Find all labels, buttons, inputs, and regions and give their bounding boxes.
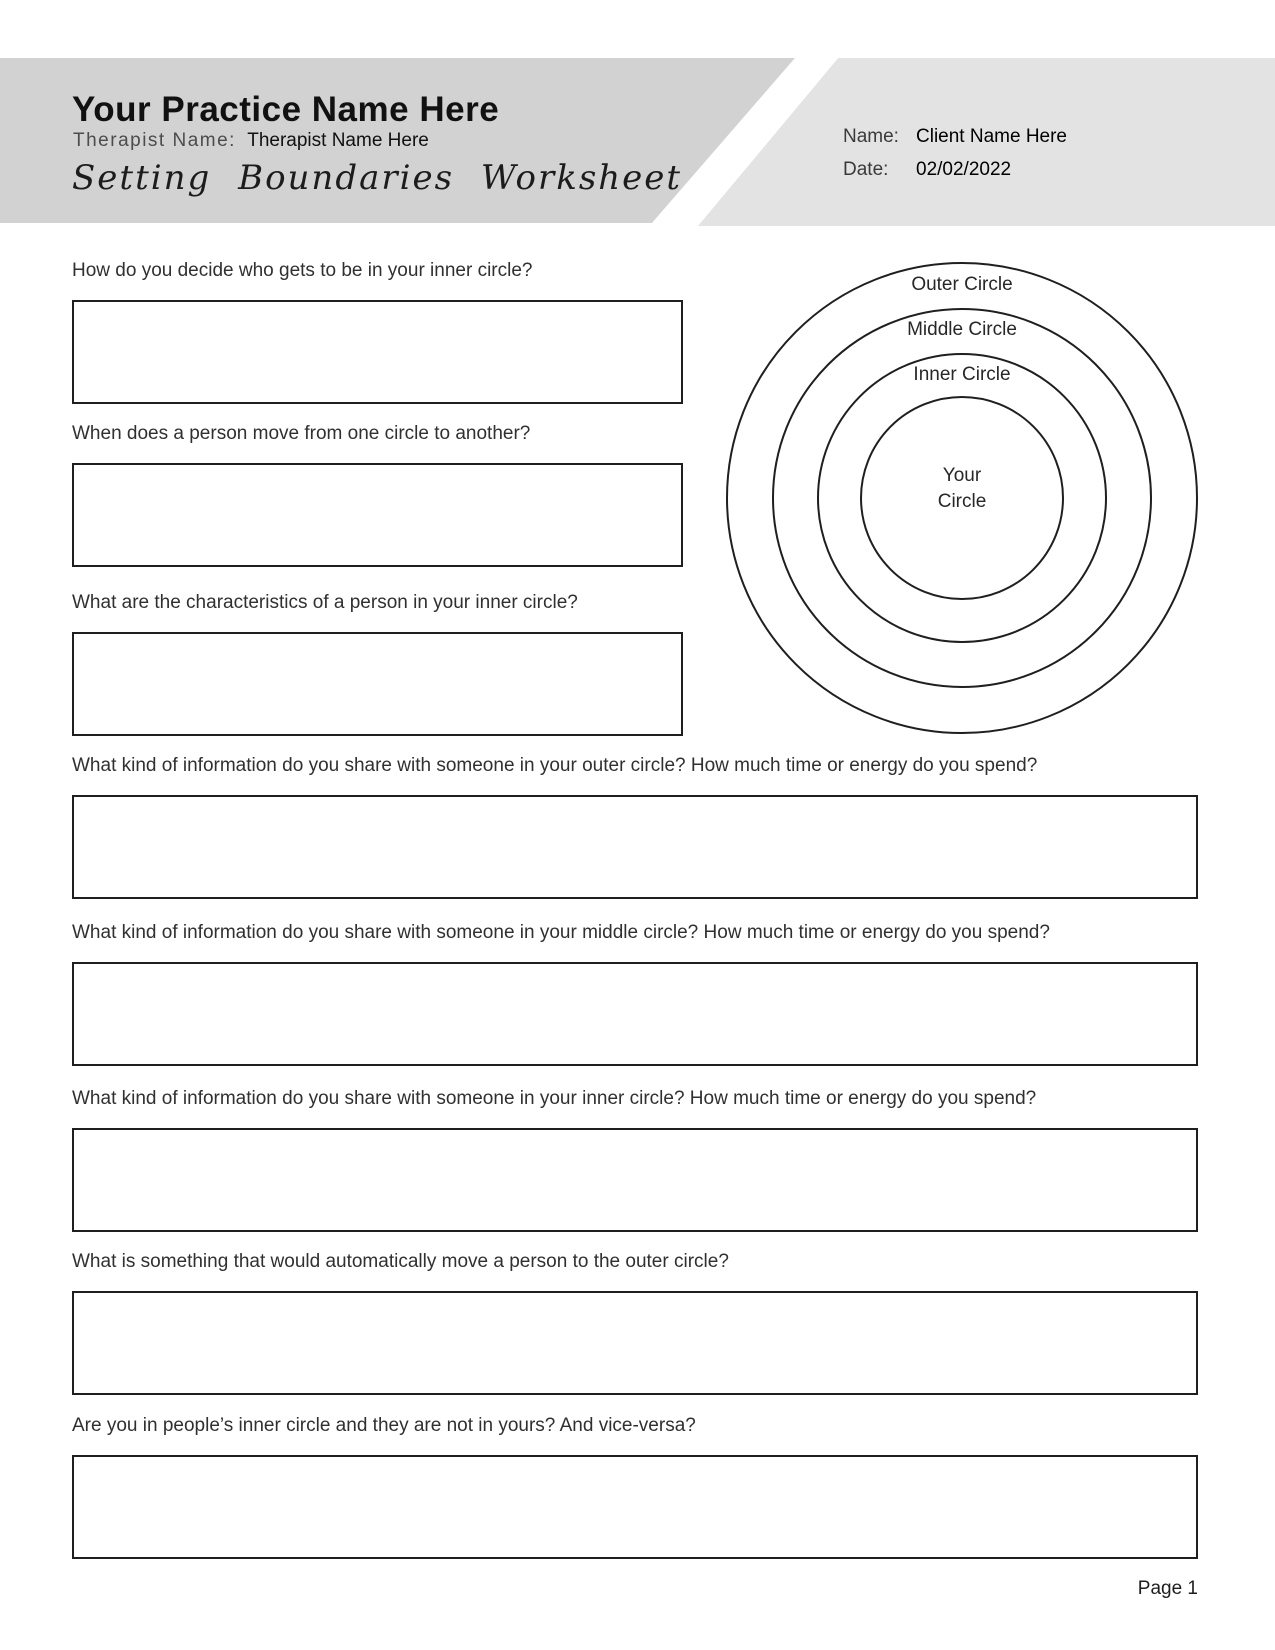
answer-box-outer-circle-sharing[interactable] xyxy=(72,795,1198,899)
question-outer-circle-sharing: What kind of information do you share with someone in your outer circle? How much time or energy do you spend? xyxy=(72,755,1038,776)
date-label: Date: xyxy=(843,159,889,180)
middle-circle-label: Middle Circle xyxy=(907,319,1017,340)
practice-name: Your Practice Name Here xyxy=(72,90,500,129)
worksheet-title: Setting Boundaries Worksheet xyxy=(72,158,683,198)
question-middle-circle-sharing: What kind of information do you share with someone in your middle circle? How much time or energy do you spend? xyxy=(72,922,1050,943)
answer-box-inner-circle-decide[interactable] xyxy=(72,300,683,404)
question-inner-circle-sharing: What kind of information do you share with someone in your inner circle? How much time or energy do you spend? xyxy=(72,1088,1037,1109)
question-automatic-outer-move: What is something that would automatically move a person to the outer circle? xyxy=(72,1251,729,1272)
page-number: Page 1 xyxy=(1137,1578,1198,1599)
outer-circle-label: Outer Circle xyxy=(911,274,1013,295)
date-value: 02/02/2022 xyxy=(916,159,1012,180)
answer-box-move-between-circles[interactable] xyxy=(72,463,683,567)
your-circle-label-line2: Circle xyxy=(937,491,987,512)
therapist-name-value: Therapist Name Here xyxy=(247,130,429,151)
answer-box-middle-circle-sharing[interactable] xyxy=(72,962,1198,1066)
therapist-line xyxy=(73,130,429,152)
answer-box-inner-circle-characteristics[interactable] xyxy=(72,632,683,736)
client-name-value: Client Name Here xyxy=(916,126,1067,147)
client-name-label: Name: xyxy=(843,126,899,147)
inner-circle-label: Inner Circle xyxy=(913,364,1011,385)
answer-box-automatic-outer-move[interactable] xyxy=(72,1291,1198,1395)
question-inner-circle-decide: How do you decide who gets to be in your inner circle? xyxy=(72,260,533,281)
your-circle-label-line1: Your xyxy=(942,465,982,486)
therapist-name-label: Therapist Name: xyxy=(73,130,236,151)
question-move-between-circles: When does a person move from one circle to another? xyxy=(72,423,531,444)
answer-box-vice-versa[interactable] xyxy=(72,1455,1198,1559)
answer-box-inner-circle-sharing[interactable] xyxy=(72,1128,1198,1232)
question-vice-versa: Are you in people’s inner circle and they are not in yours? And vice-versa? xyxy=(72,1415,696,1436)
your-circle-label xyxy=(726,463,1198,515)
question-inner-circle-characteristics: What are the characteristics of a person in your inner circle? xyxy=(72,592,578,613)
